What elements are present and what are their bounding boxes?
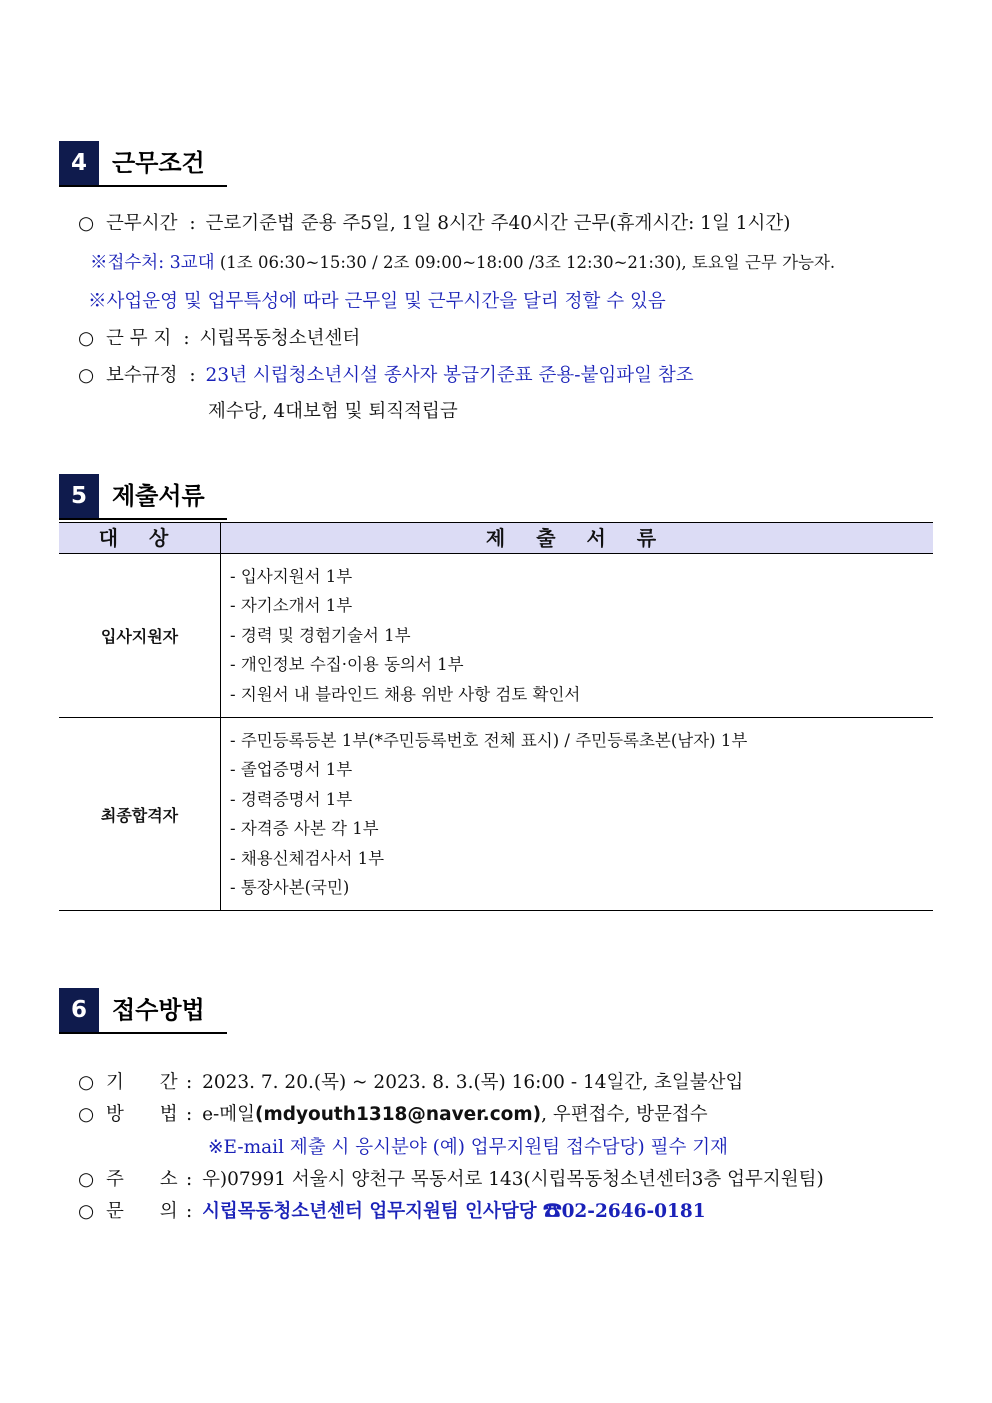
section-4-header	[59, 141, 227, 187]
workplace-label: 근 무 지	[106, 328, 172, 349]
contact-value: 시립목동청소년센터 업무지원팀 인사담당 ☎02-2646-0181	[202, 1201, 706, 1222]
work-hours-value: 근로기준법 준용 주5일, 1일 8시간 주40시간 근무(휴게시간: 1일 1시간)	[205, 213, 791, 234]
list-item: - 경력증명서 1부	[230, 789, 353, 809]
bullet-circle: ○	[78, 213, 95, 234]
shift-note	[90, 249, 835, 274]
method-line	[78, 1100, 708, 1126]
schedule-note: ※사업운영 및 업무특성에 따라 근무일 및 근무시간을 달리 정할 수 있음	[88, 291, 666, 312]
workplace-line	[78, 324, 360, 350]
shift-note-value: (1조 06:30~15:30 / 2조 09:00~18:00 /3조 12:30~21:30), 토요일 근무 가능자.	[214, 253, 836, 272]
documents-table	[59, 522, 933, 911]
pay-line	[78, 361, 694, 387]
bullet-circle: ○	[78, 328, 95, 349]
workplace-value: 시립목동청소년센터	[199, 328, 361, 349]
section-title: 제출서류	[112, 482, 205, 510]
work-hours-label: 근무시간	[106, 213, 178, 234]
section-title: 접수방법	[112, 996, 205, 1024]
pay-value: 23년 시립청소년시설 종사자 봉급기준표 준용-붙임파일 참조	[205, 365, 694, 386]
work-hours-line	[78, 209, 790, 235]
bullet-circle: ○	[78, 365, 95, 386]
list-item: - 자격증 사본 각 1부	[230, 819, 379, 839]
contact-label: 문 의	[106, 1201, 178, 1222]
bullet-circle: ○	[78, 1201, 95, 1222]
colon: :	[189, 365, 196, 386]
row-items	[221, 554, 933, 717]
period-value: 2023. 7. 20.(목) ~ 2023. 8. 3.(목) 16:00 - 14일간, 초일불산입	[202, 1072, 744, 1093]
row-items	[221, 718, 933, 910]
colon: :	[185, 1201, 193, 1222]
shift-note-prefix: ※접수처: 3교대	[90, 253, 215, 273]
colon: :	[189, 213, 196, 234]
section-6-header	[59, 988, 227, 1034]
method-suffix: , 우편접수, 방문접수	[541, 1104, 708, 1125]
pay-label: 보수규정	[106, 365, 178, 386]
method-label: 방 법	[106, 1104, 178, 1125]
address-label: 주 소	[106, 1169, 178, 1190]
header-target: 대 상	[59, 523, 221, 553]
row-label: 최종합격자	[59, 718, 221, 910]
section-5-header	[59, 474, 227, 520]
list-item: - 경력 및 경험기술서 1부	[230, 625, 411, 645]
section-number: 4	[59, 141, 99, 185]
section-number: 5	[59, 474, 99, 518]
contact-line	[78, 1197, 706, 1223]
method-email: (mdyouth1318@naver.com)	[255, 1104, 542, 1125]
header-documents: 제 출 서 류	[485, 526, 669, 550]
table-header	[59, 523, 933, 554]
row-label: 입사지원자	[59, 554, 221, 717]
address-line	[78, 1165, 824, 1191]
colon: :	[185, 1169, 193, 1190]
list-item: - 주민등록등본 1부(*주민등록번호 전체 표시) / 주민등록초본(남자) 1부	[230, 731, 748, 751]
colon: :	[183, 328, 190, 349]
colon: :	[185, 1104, 193, 1125]
method-note: ※E-mail 제출 시 응시분야 (예) 업무지원팀 접수담당) 필수 기재	[208, 1137, 728, 1158]
list-item: - 지원서 내 블라인드 채용 위반 사항 검토 확인서	[230, 684, 581, 704]
section-title: 근무조건	[112, 149, 205, 177]
table-row	[59, 554, 933, 717]
pay-value-extra: 제수당, 4대보험 및 퇴직적립금	[208, 401, 458, 422]
list-item: - 입사지원서 1부	[230, 567, 353, 586]
period-label: 기 간	[106, 1072, 178, 1093]
list-item: - 통장사본(국민)	[230, 878, 350, 898]
bullet-circle: ○	[78, 1169, 95, 1190]
bullet-circle: ○	[78, 1104, 95, 1125]
list-item: - 졸업증명서 1부	[230, 760, 353, 780]
list-item: - 개인정보 수집·이용 동의서 1부	[230, 655, 464, 675]
colon: :	[185, 1072, 193, 1093]
section-number: 6	[59, 988, 99, 1032]
address-value: 우)07991 서울시 양천구 목동서로 143(시립목동청소년센터3층 업무지원팀)	[202, 1169, 824, 1190]
list-item: - 채용신체검사서 1부	[230, 848, 385, 868]
bullet-circle: ○	[78, 1072, 95, 1093]
list-item: - 자기소개서 1부	[230, 596, 353, 616]
method-prefix: e-메일	[202, 1104, 256, 1125]
period-line	[78, 1068, 743, 1094]
table-row	[59, 717, 933, 910]
